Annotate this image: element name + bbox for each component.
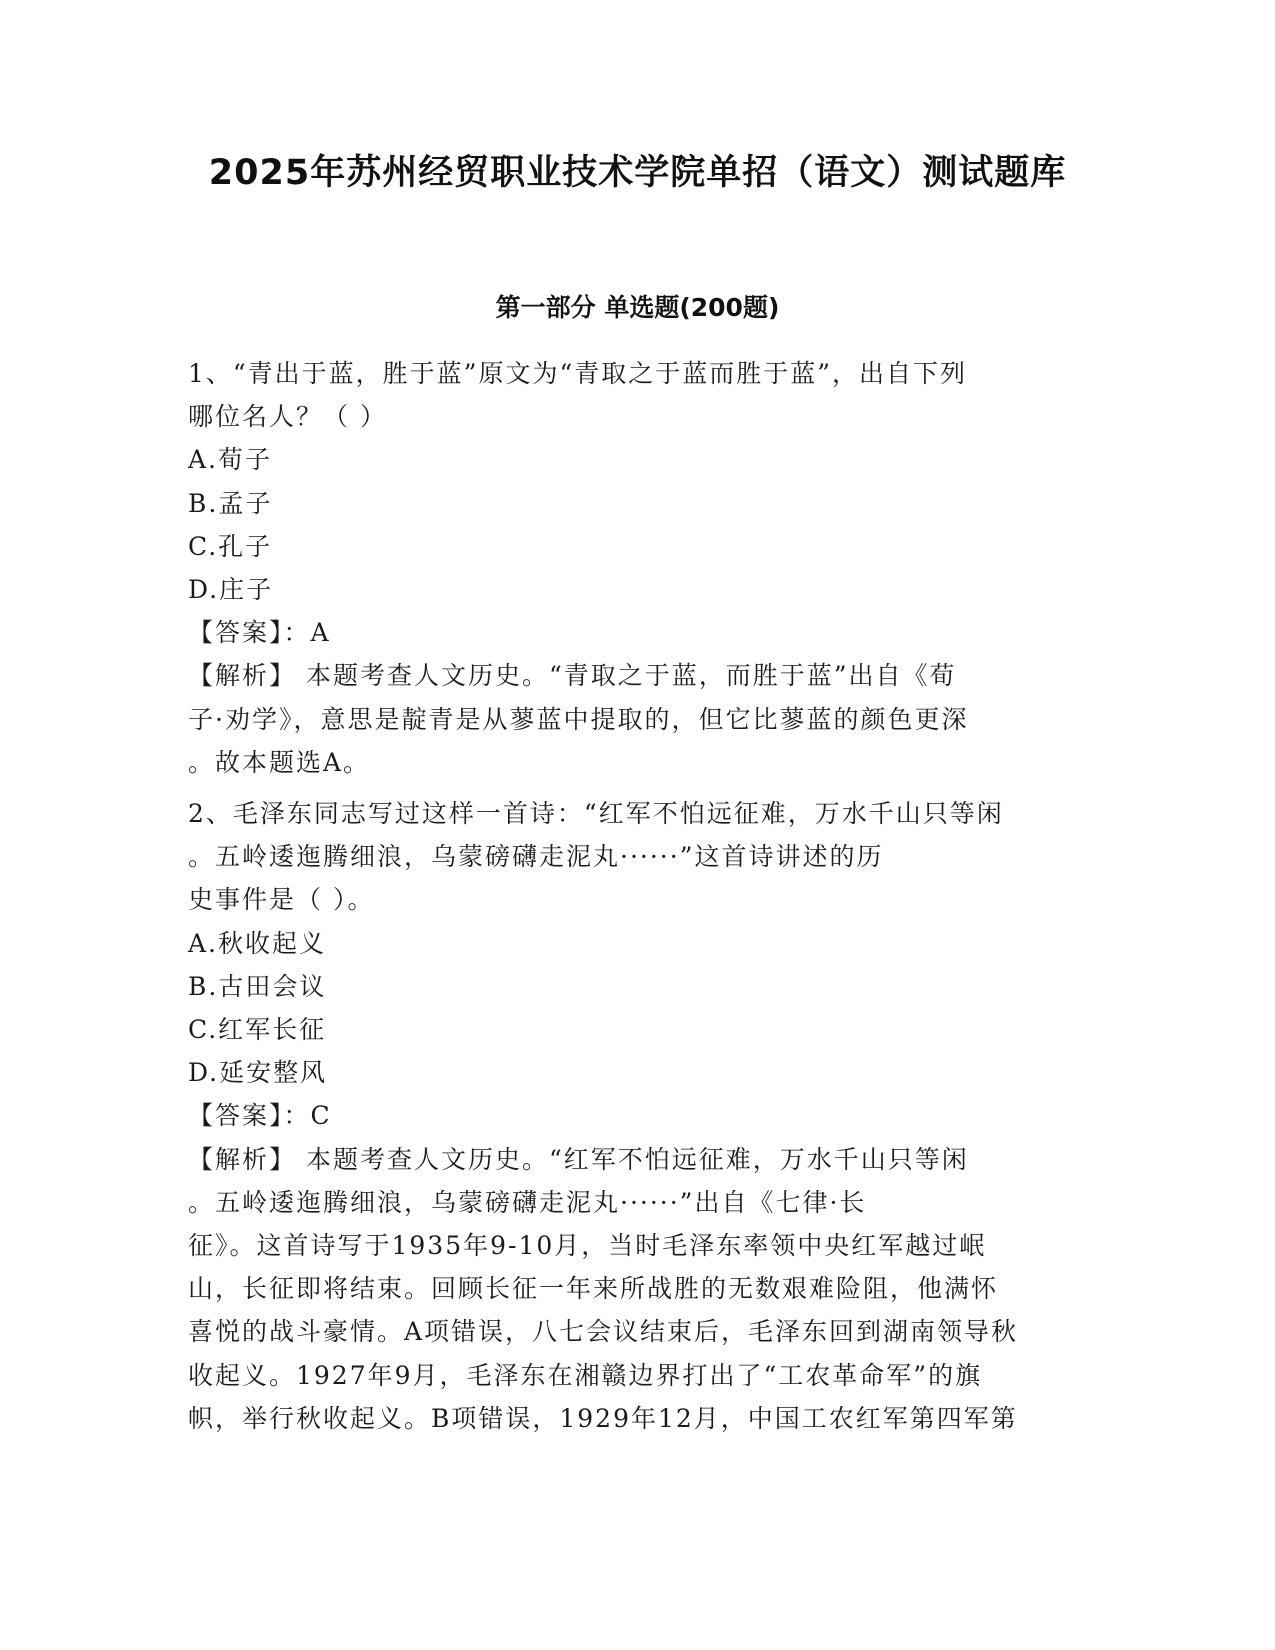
answer-line: 【答案】：A [188,618,331,648]
explanation-line: 。故本题选A。 [188,747,371,777]
explanation-line: 收起义。1927年9月，毛泽东在湘赣边界打出了“工农革命军”的旗 [188,1360,983,1390]
explanation-line: 帜，举行秋收起义。B项错误，1929年12月，中国工农红军第四军第 [188,1403,1018,1433]
option-a: A.荀子 [188,445,273,475]
option-b: B.古田会议 [188,971,327,1001]
document-title: 2025年苏州经贸职业技术学院单招（语文）测试题库 [208,153,1067,193]
question-text-line: 史事件是（ ）。 [188,885,375,915]
option-c: C.孔子 [188,531,273,561]
question-1 [188,352,1083,784]
explanation-line: 子·劝学》，意思是靛青是从蓼蓝中提取的，但它比蓼蓝的颜色更深 [188,704,969,734]
explanation-line: 征》。这首诗写于1935年9-10月，当时毛泽东率领中央红军越过岷 [188,1231,987,1261]
explanation-line: 【解析】 本题考查人文历史。“青取之于蓝，而胜于蓝”出自《荀 [188,661,957,691]
question-list [188,352,1083,1440]
question-spacer [188,784,1083,792]
option-b: B.孟子 [188,488,273,518]
question-2 [188,792,1083,1440]
option-d: D.延安整风 [188,1058,328,1088]
explanation-line: 喜悦的战斗豪情。A项错误，八七会议结束后，毛泽东回到湖南领导秋 [188,1317,1019,1347]
question-text-line: 2、毛泽东同志写过这样一首诗：“红军不怕远征难，万水千山只等闲 [188,799,1004,829]
option-a: A.秋收起义 [188,928,327,958]
question-text-line: 1、“青出于蓝，胜于蓝”原文为“青取之于蓝而胜于蓝”，出自下列 [188,359,968,388]
explanation-line: 【解析】 本题考查人文历史。“红军不怕远征难，万水千山只等闲 [188,1144,969,1174]
question-text-line: 哪位名人？（ ） [188,402,387,432]
explanation-line: 山，长征即将结束。回顾长征一年来所战胜的无数艰难险阻，他满怀 [188,1274,999,1304]
option-d: D.庄子 [188,575,274,605]
option-c: C.红军长征 [188,1015,327,1045]
answer-line: 【答案】：C [188,1101,332,1131]
explanation-line: 。五岭逶迤腾细浪，乌蒙磅礴走泥丸······”出自《七律·长 [188,1187,867,1217]
section-title: 第一部分 单选题(200题) [495,293,780,322]
question-text-line: 。五岭逶迤腾细浪，乌蒙磅礴走泥丸······”这首诗讲述的历 [188,842,884,872]
